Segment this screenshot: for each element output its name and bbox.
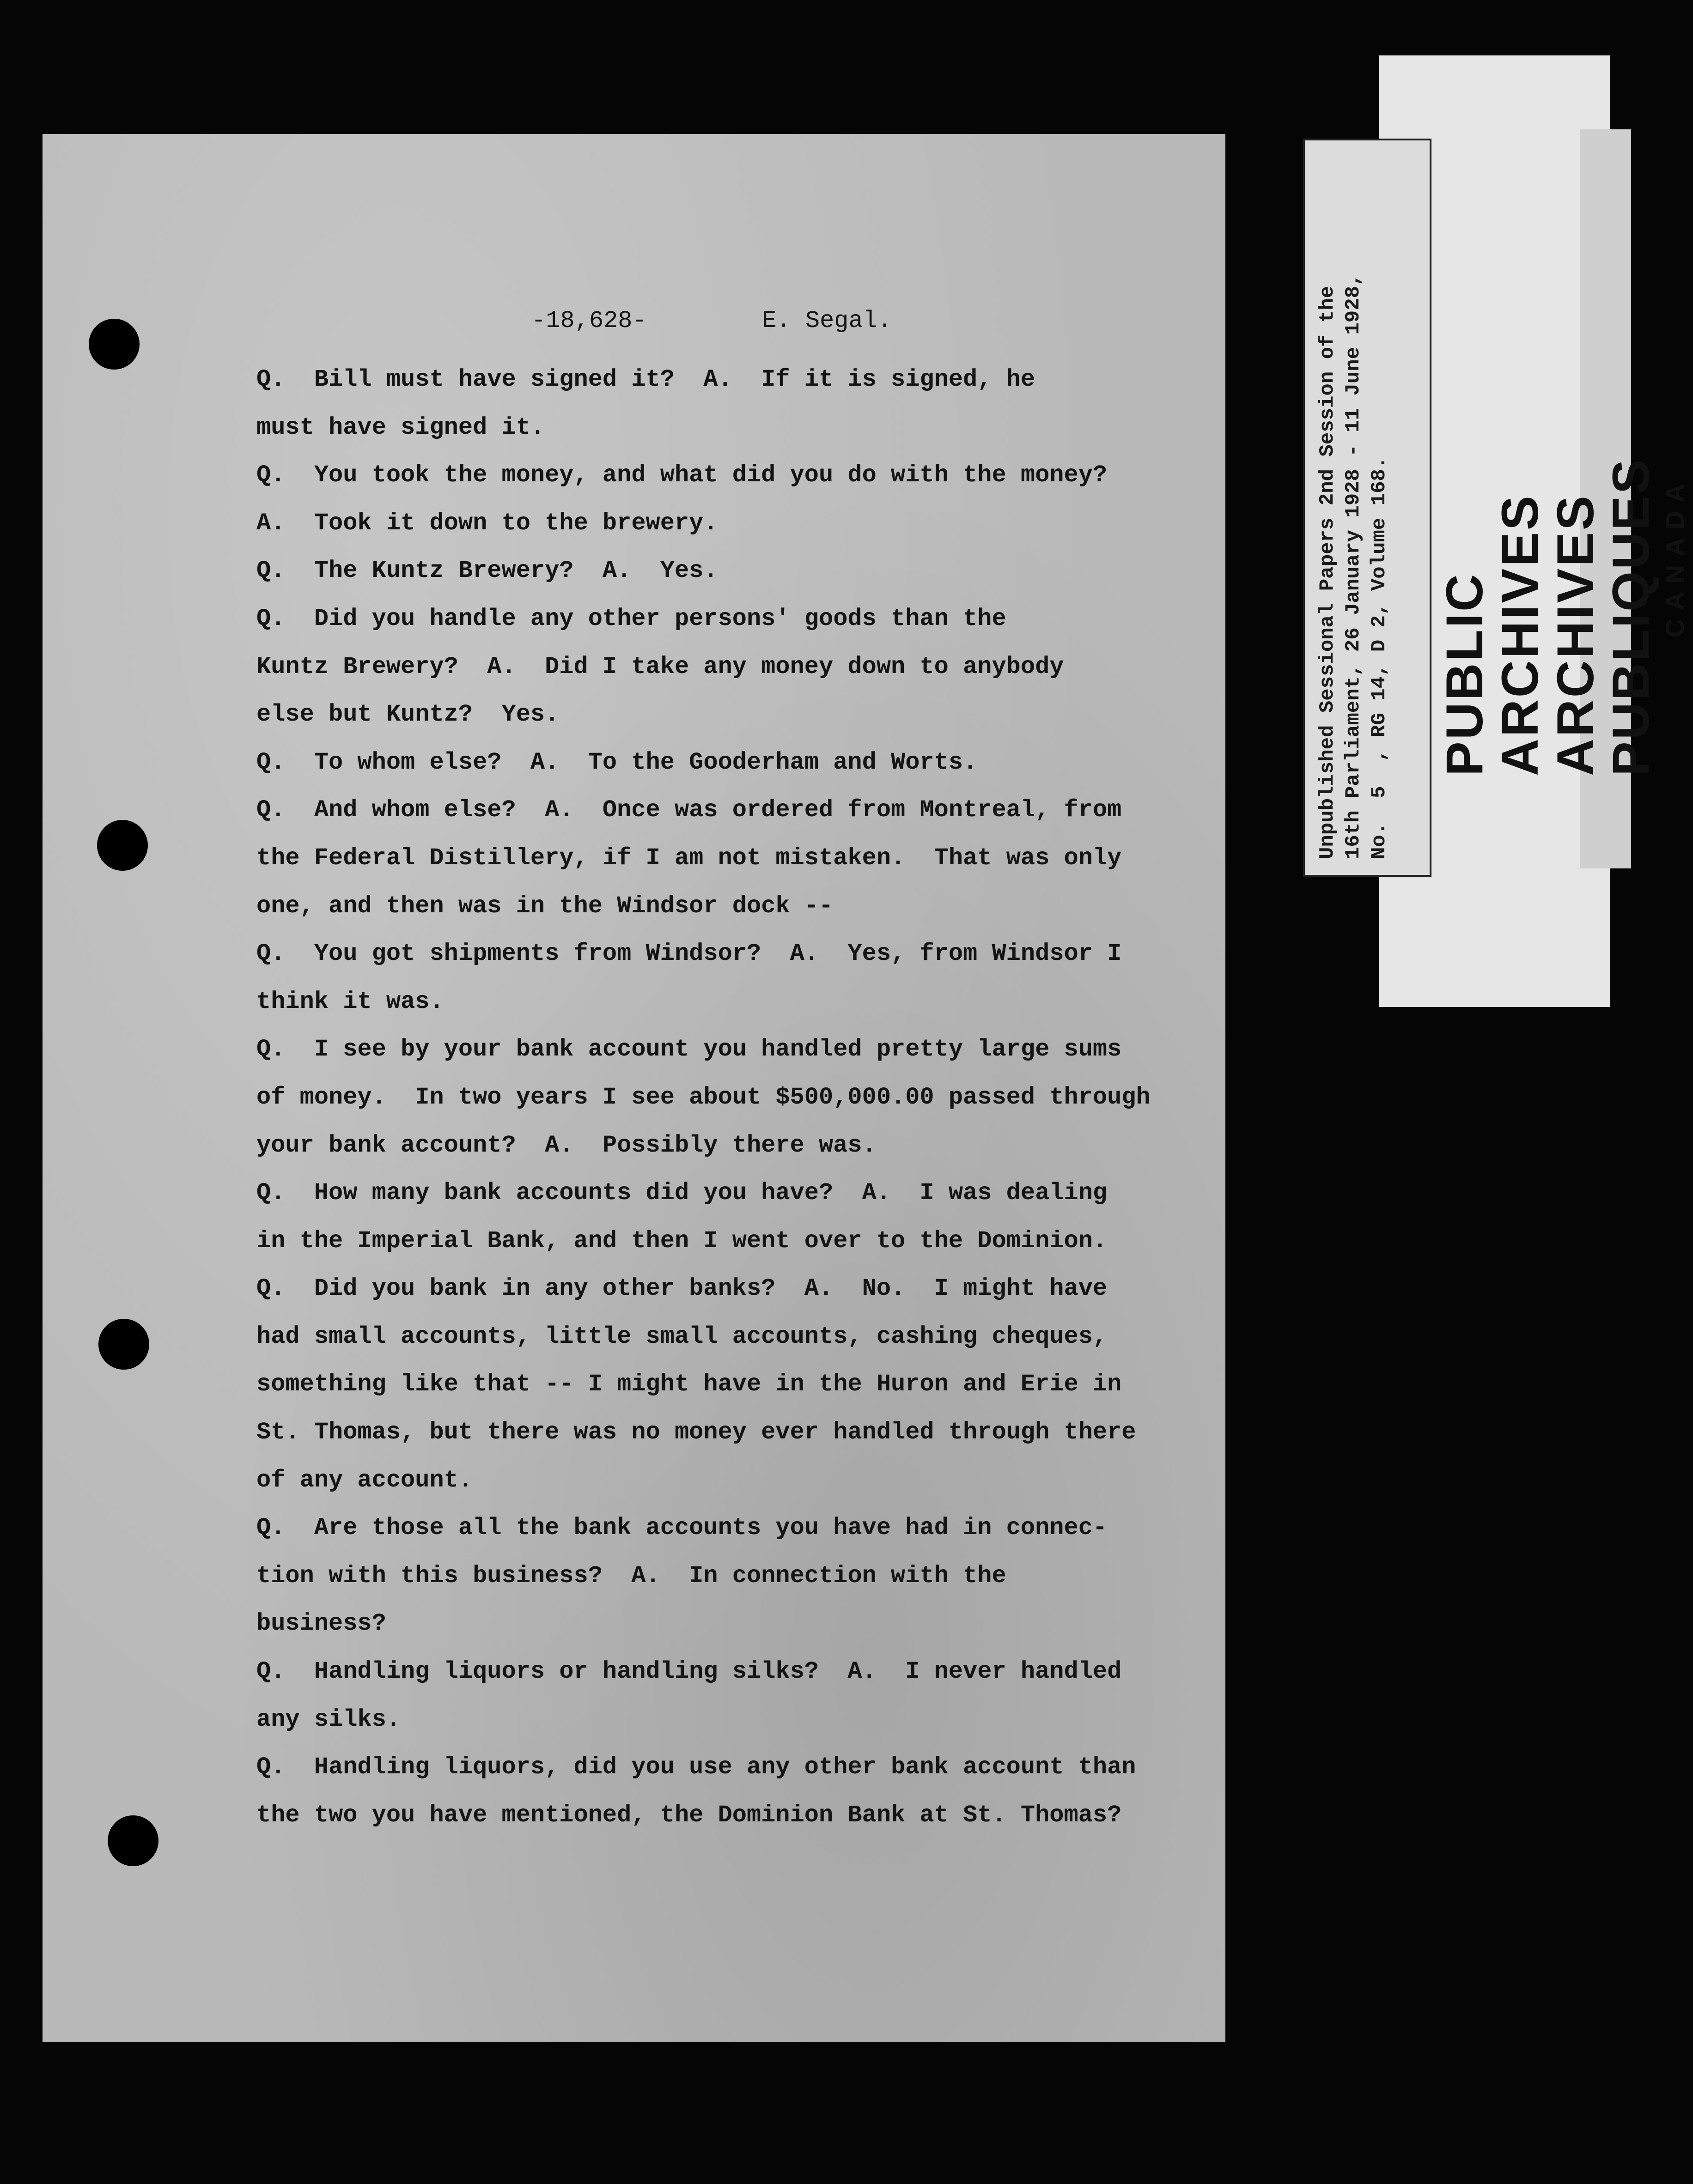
text-line: else but Kuntz? Yes.: [256, 701, 560, 728]
text-line: tion with this business? A. In connection with the: [256, 1562, 1006, 1589]
text-line: the two you have mentioned, the Dominion Bank at St. Thomas?: [256, 1801, 1122, 1829]
text-line: had small accounts, little small accounts, cashing cheques,: [256, 1323, 1108, 1350]
text-line: of money. In two years I see about $500,000.00 passed through: [256, 1083, 1151, 1111]
text-line: in the Imperial Bank, and then I went over to the Dominion.: [256, 1227, 1108, 1255]
transcript-text: [256, 356, 1199, 1839]
text-line: Q. How many bank accounts did you have? A. I was dealing: [256, 1179, 1108, 1207]
page-header: -18,628- E. Segal.: [531, 307, 892, 334]
text-line: any silks.: [256, 1705, 401, 1733]
archive-reference-line2: 16th Parliament, 26 January 1928 - 11 June 1928,: [1342, 273, 1365, 859]
archive-reference-line1: Unpublished Sessional Papers 2nd Session of the: [1316, 285, 1339, 859]
punch-hole: [98, 1319, 149, 1370]
text-line: Q. The Kuntz Brewery? A. Yes.: [256, 557, 718, 585]
text-line: of any account.: [256, 1466, 473, 1494]
text-line: think it was.: [256, 988, 444, 1015]
text-line: Q. Did you handle any other persons' goods than the: [256, 605, 1006, 632]
text-line: Q. And whom else? A. Once was ordered from Montreal, from: [256, 796, 1122, 824]
archives-line-canada: CANADA: [1660, 475, 1689, 637]
punch-hole: [89, 319, 140, 370]
archive-reference-line3: No. 5 , RG 14, D 2, Volume 168.: [1368, 456, 1391, 859]
text-line: Q. You got shipments from Windsor? A. Yes, from Windsor I: [256, 940, 1122, 968]
text-line: Q. Did you bank in any other banks? A. No. I might have: [256, 1275, 1108, 1303]
text-line: one, and then was in the Windsor dock --: [256, 892, 834, 920]
text-line: Q. I see by your bank account you handled pretty large sums: [256, 1036, 1122, 1063]
text-line: Q. To whom else? A. To the Gooderham and Worts.: [256, 748, 978, 776]
text-line: Q. You took the money, and what did you do with the money?: [256, 461, 1108, 489]
text-line: your bank account? A. Possibly there was.: [256, 1131, 877, 1159]
archives-logo-text: [1437, 458, 1691, 776]
archive-reference: [1315, 274, 1392, 859]
archives-line-publiques: ARCHIVES PUBLIQUES: [1547, 457, 1660, 776]
text-line: Q. Handling liquors, did you use any other bank account than: [256, 1753, 1136, 1781]
text-line: St. Thomas, but there was no money ever handled through there: [256, 1419, 1136, 1446]
archives-line-public: PUBLIC ARCHIVES: [1436, 494, 1549, 776]
text-line: Q. Handling liquors or handling silks? A. I never handled: [256, 1658, 1122, 1686]
text-line: Kuntz Brewery? A. Did I take any money down to anybody: [256, 653, 1064, 680]
punch-hole: [97, 820, 148, 871]
text-line: Q. Bill must have signed it? A. If it is signed, he: [256, 366, 1035, 393]
text-line: must have signed it.: [256, 413, 545, 441]
text-line: something like that -- I might have in the Huron and Erie in: [256, 1371, 1122, 1398]
punch-hole: [108, 1815, 158, 1866]
text-line: business?: [256, 1610, 386, 1638]
text-line: A. Took it down to the brewery.: [256, 509, 718, 537]
text-line: Q. Are those all the bank accounts you have had in connec-: [256, 1514, 1108, 1542]
text-line: the Federal Distillery, if I am not mistaken. That was only: [256, 844, 1122, 872]
